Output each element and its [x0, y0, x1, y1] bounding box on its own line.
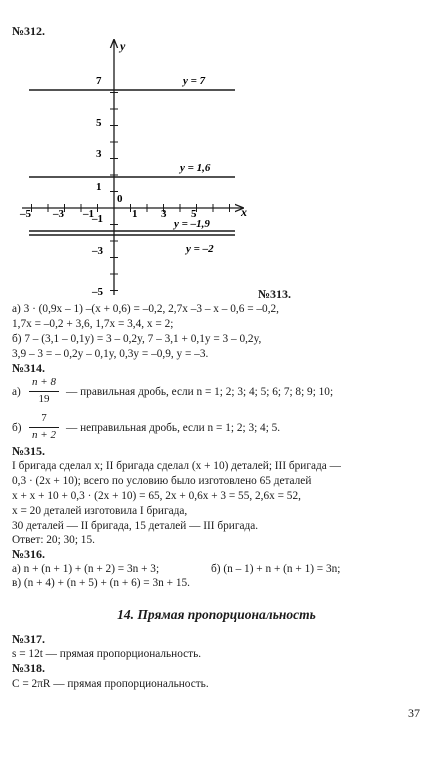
problem-313-line: а) 3 · (0,9x – 1) –(x + 0,6) = –0,2, 2,7x –3 – x – 0,6 = –0,2, [12, 303, 279, 315]
problem-315-answer: Ответ: 20; 30; 15. [12, 534, 95, 546]
line-label-y-7: y = 7 [183, 75, 206, 87]
problem-314-a-prefix: а) [12, 386, 21, 398]
problem-315-line: I бригада сделал x; II бригада сделал (x + 10) деталей; III бригада — [12, 460, 341, 472]
fraction-bar [29, 427, 59, 428]
problem-315-line: 30 деталей — II бригада, 15 деталей — III бригада. [12, 520, 259, 532]
problem-317-number: №317. [12, 632, 46, 646]
line-label-y-1-6: y = 1,6 [180, 162, 211, 174]
page-number: 37 [408, 706, 420, 720]
problem-315-line: 0,3 · (2x + 10); всего по условию было изготовлено 65 деталей [12, 475, 312, 487]
x-axis-label: x [241, 205, 247, 219]
y-axis-label: y [120, 39, 126, 53]
problem-313-line: 3,9 – 3 = – 0,2y – 0,1y, 0,3y = –0,9, y = –3. [12, 348, 209, 360]
problem-317-text: s = 12t — прямая пропорциональность. [12, 648, 202, 660]
x-tick-label: 3 [161, 208, 167, 220]
y-tick-label: 1 [96, 181, 102, 193]
y-tick-label: –1 [92, 213, 103, 225]
y-tick-label: 7 [96, 75, 102, 87]
problem-315-number: №315. [12, 444, 46, 458]
problem-314-b-text: — неправильная дробь, если n = 1; 2; 3; 4; 5. [66, 422, 281, 434]
y-tick-label: 5 [96, 117, 102, 129]
problem-315-line: x + x + 10 + 0,3 · (2x + 10) = 65, 2x + 0,6x + 3 = 55, 2,6x = 52, [12, 490, 301, 502]
line-label-y-neg-1-9: y = –1,9 [174, 218, 210, 230]
fraction-numerator: 7 [41, 412, 47, 424]
problem-313-line: б) 7 – (3,1 – 0,1y) = 3 – 0,2y, 7 – 3,1 + 0,1y = 3 – 0,2y, [12, 333, 262, 345]
x-tick-label: 5 [191, 208, 197, 220]
problem-315-line: x = 20 деталей изготовила I бригада, [12, 505, 188, 517]
fraction-denominator: n + 2 [32, 429, 56, 441]
y-tick-label: 3 [96, 148, 102, 160]
x-tick-label: –3 [53, 208, 64, 220]
problem-314-number: №314. [12, 361, 46, 375]
y-tick-label: –3 [92, 245, 103, 257]
fraction-denominator: 19 [38, 393, 50, 405]
origin-label: 0 [117, 193, 123, 205]
section-heading: 14. Прямая пропорциональность [117, 607, 316, 622]
problem-314-a-text: — правильная дробь, если n = 1; 2; 3; 4; 5; 6; 7; 8; 9; 10; [66, 386, 334, 398]
x-tick-label: 1 [132, 208, 138, 220]
line-label-y-neg-2: y = –2 [186, 243, 214, 255]
problem-316-c: в) (n + 4) + (n + 5) + (n + 6) = 3n + 15. [12, 577, 190, 589]
problem-316-b: б) (n – 1) + n + (n + 1) = 3n; [211, 563, 341, 575]
problem-318-text: C = 2πR — прямая пропорциональность. [12, 678, 209, 690]
problem-312-number: №312. [12, 24, 46, 38]
problem-316-a: а) n + (n + 1) + (n + 2) = 3n + 3; [12, 563, 160, 575]
problem-314-b-prefix: б) [12, 422, 22, 434]
fraction-bar [29, 391, 59, 392]
x-tick-label: –1 [83, 208, 94, 220]
problem-318-number: №318. [12, 661, 46, 675]
graph-312 [0, 0, 433, 310]
problem-316-number: №316. [12, 547, 46, 561]
problem-313-number: №313. [258, 287, 292, 301]
fraction-numerator: n + 8 [32, 376, 56, 388]
problem-313-line: 1,7x = –0,2 + 3,6, 1,7x = 3,4, x = 2; [12, 318, 174, 330]
x-tick-label: –5 [20, 208, 31, 220]
y-tick-label: –5 [92, 286, 103, 298]
